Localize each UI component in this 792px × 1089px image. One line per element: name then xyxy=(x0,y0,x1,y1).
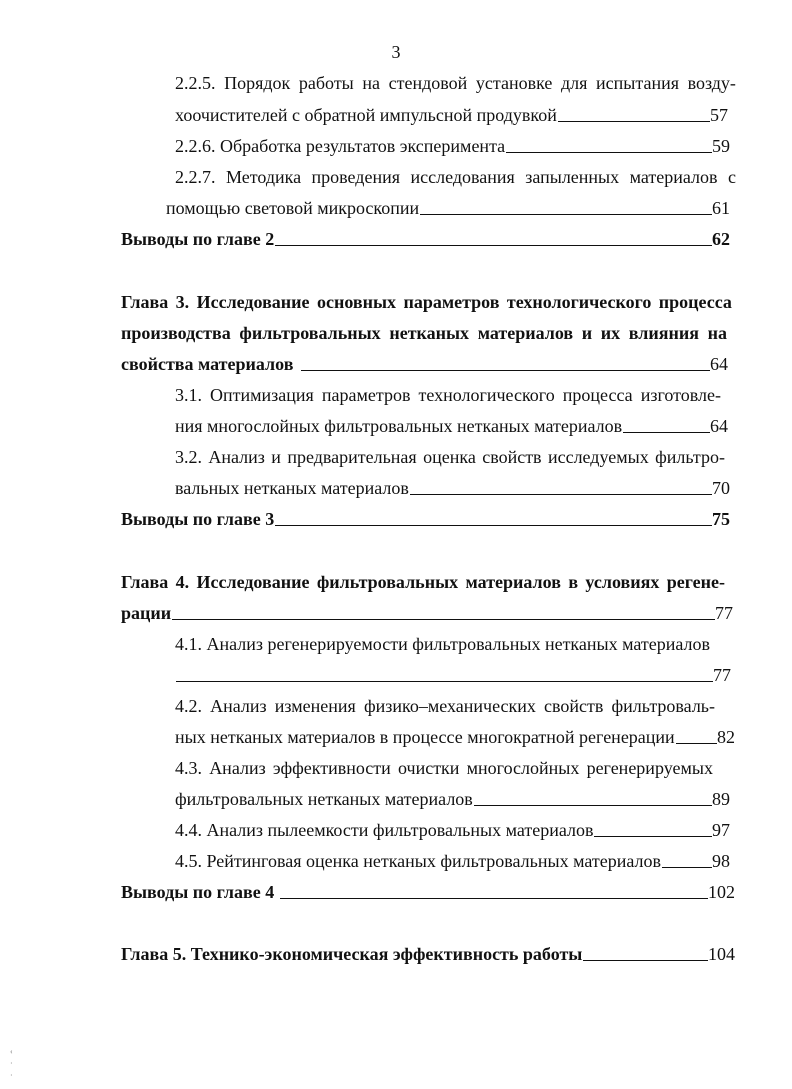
toc-entry-text: рации xyxy=(121,603,172,623)
word: условиях xyxy=(585,572,660,592)
toc-entry-text: Глава 5. Технико-экономическая эффективность работы xyxy=(121,944,583,964)
toc-entry-text: ных нетканых материалов в процессе многократной регенерации xyxy=(175,727,675,747)
toc-conclusions-chapter-4 xyxy=(121,881,735,903)
toc-entry-text: 2.2.6. Обработка результатов эксперимента xyxy=(175,136,506,156)
toc-entry-4-5 xyxy=(175,850,730,872)
word: физико–механических xyxy=(363,696,536,716)
word: процесса xyxy=(562,385,633,405)
word: Глава xyxy=(121,292,169,312)
toc-page-number: 64 xyxy=(710,354,728,374)
word: технологического xyxy=(506,292,652,312)
toc-conclusions-chapter-2 xyxy=(121,228,730,250)
word: параметров xyxy=(321,385,411,405)
toc-entry-text: Выводы по главе 3 xyxy=(121,509,275,529)
margin-marks xyxy=(10,1046,13,1082)
word: испытания xyxy=(596,73,679,93)
word: Анализ xyxy=(210,696,267,716)
toc-entry-2-2-5-line2 xyxy=(175,104,728,126)
word: Методика xyxy=(225,167,302,187)
margin-mark: · xyxy=(10,1071,13,1080)
leader-line xyxy=(583,960,708,961)
leader-line xyxy=(474,805,712,806)
word: фильтроваль- xyxy=(611,696,715,716)
word: Анализ xyxy=(209,758,266,778)
word: 3.2. xyxy=(175,447,202,467)
word: фильтровальных xyxy=(239,323,381,343)
word: в xyxy=(568,572,579,592)
toc-entry-4-2-line1 xyxy=(175,695,715,717)
toc-entry-4-4 xyxy=(175,819,730,841)
toc-chapter-3-line2 xyxy=(121,322,727,344)
toc-chapter-4-line1 xyxy=(121,571,725,593)
toc-entry-4-1-line1: 4.1. Анализ регенерируемости фильтровальных нетканых материалов xyxy=(175,634,711,654)
leader-line xyxy=(623,432,710,433)
toc-entry-text: Выводы по главе 4 xyxy=(121,882,275,902)
toc-page-number: 77 xyxy=(713,665,731,685)
toc-entry-4-3-line1 xyxy=(175,757,713,779)
leader-line xyxy=(410,494,712,495)
toc-page-number: 104 xyxy=(708,944,735,964)
toc-page-number: 57 xyxy=(710,105,728,125)
toc-page-number: 98 xyxy=(712,851,730,871)
toc-entry-2-2-7-line2 xyxy=(166,197,730,219)
toc-chapter-3-line3 xyxy=(121,353,728,375)
toc-page-number: 82 xyxy=(717,727,735,747)
word: работы xyxy=(298,73,354,93)
toc-entry-text: помощью световой микроскопии xyxy=(166,198,420,218)
word: регенерируемых xyxy=(586,758,713,778)
leader-line xyxy=(280,898,708,899)
toc-entry-text: свойства материалов xyxy=(121,354,294,374)
word: материалов xyxy=(465,572,561,592)
leader-line xyxy=(420,214,712,215)
leader-line xyxy=(676,743,717,744)
toc-entry-4-1-line2 xyxy=(175,664,731,686)
word: исследования xyxy=(410,167,515,187)
word: Порядок xyxy=(224,73,291,93)
word: производства xyxy=(121,323,231,343)
toc-page-number: 89 xyxy=(712,789,730,809)
toc-entry-3-1-line2 xyxy=(175,415,728,437)
word: материалов xyxy=(629,167,718,187)
page-number: 3 xyxy=(391,42,401,62)
toc-page-number: 97 xyxy=(712,820,730,840)
word: возду- xyxy=(687,73,736,93)
toc-entry-text: 4.5. Рейтинговая оценка нетканых фильтровальных материалов xyxy=(175,851,662,871)
toc-page-number: 59 xyxy=(712,136,730,156)
word: свойств xyxy=(544,696,604,716)
toc-entry-text: хоочистителей с обратной импульсной продувкой xyxy=(175,105,557,125)
word: 4.3. xyxy=(175,758,202,778)
toc-page-number: 61 xyxy=(712,198,730,218)
word: проведения xyxy=(311,167,401,187)
word: их xyxy=(600,323,621,343)
word: эффективности xyxy=(272,758,391,778)
toc-entry-text: вальных нетканых материалов xyxy=(175,478,409,498)
leader-line xyxy=(176,681,713,682)
word: оценка xyxy=(423,447,476,467)
word: нетканых xyxy=(389,323,470,343)
word: изменения xyxy=(274,696,356,716)
word: очистки xyxy=(397,758,460,778)
word: свойств xyxy=(482,447,542,467)
toc-entry-4-2-line2 xyxy=(175,726,735,748)
word: на xyxy=(362,73,381,93)
toc-chapter-4-line2 xyxy=(121,602,733,624)
leader-line xyxy=(662,867,712,868)
leader-line xyxy=(506,152,712,153)
leader-line xyxy=(558,121,710,122)
toc-chapter-5 xyxy=(121,943,735,965)
toc-entry-3-2-line1 xyxy=(175,446,725,468)
word: Оптимизация xyxy=(210,385,314,405)
toc-entry-text: 4.4. Анализ пылеемкости фильтровальных материалов xyxy=(175,820,594,840)
word: фильтро- xyxy=(655,447,725,467)
word: Исследование xyxy=(196,292,310,312)
word: с xyxy=(727,167,736,187)
toc-entry-text: фильтровальных нетканых материалов xyxy=(175,789,473,809)
word: установке xyxy=(475,73,553,93)
word: стендовой xyxy=(388,73,468,93)
word: материалов xyxy=(477,323,574,343)
word: параметров xyxy=(403,292,500,312)
leader-line xyxy=(275,525,712,526)
word: на xyxy=(707,323,727,343)
word: и xyxy=(271,447,281,467)
toc-page-number: 102 xyxy=(708,882,735,902)
word: регене- xyxy=(666,572,725,592)
toc-chapter-3-line1 xyxy=(121,291,732,313)
leader-line xyxy=(172,619,715,620)
word: многослойных xyxy=(466,758,580,778)
word: 3.1. xyxy=(175,385,202,405)
word: изготовле- xyxy=(640,385,721,405)
toc-entry-text: Выводы по главе 2 xyxy=(121,229,275,249)
toc-entry-3-2-line2 xyxy=(175,477,730,499)
leader-line xyxy=(275,245,712,246)
word: для xyxy=(560,73,588,93)
word: запыленных xyxy=(525,167,620,187)
toc-page-number: 62 xyxy=(712,229,730,249)
margin-mark: · xyxy=(10,1059,13,1068)
word: Исследование xyxy=(196,572,310,592)
word: и xyxy=(581,323,593,343)
word: процесса xyxy=(658,292,732,312)
toc-page-number: 64 xyxy=(710,416,728,436)
word: основных xyxy=(316,292,397,312)
toc-entry-2-2-7-line1 xyxy=(175,166,736,188)
word: 3. xyxy=(175,292,190,312)
word: 4.2. xyxy=(175,696,202,716)
word: исследуемых xyxy=(547,447,649,467)
toc-page-number: 77 xyxy=(715,603,733,623)
toc-entry-text: ния многослойных фильтровальных нетканых материалов xyxy=(175,416,623,436)
word: 2.2.7. xyxy=(175,167,216,187)
leader-line xyxy=(594,836,712,837)
toc-conclusions-chapter-3 xyxy=(121,508,730,530)
toc-entry-3-1-line1 xyxy=(175,384,721,406)
word: фильтровальных xyxy=(316,572,459,592)
toc-entry-4-3-line2 xyxy=(175,788,730,810)
margin-mark: ‹ xyxy=(10,1047,13,1056)
word: Анализ xyxy=(208,447,265,467)
toc-page-number: 70 xyxy=(712,478,730,498)
toc-page-number: 75 xyxy=(712,509,730,529)
word: предварительная xyxy=(287,447,417,467)
word: Глава xyxy=(121,572,169,592)
toc-entry-2-2-6 xyxy=(175,135,730,157)
word: технологического xyxy=(418,385,555,405)
word: 4. xyxy=(175,572,190,592)
leader-line xyxy=(301,370,710,371)
word: влияния xyxy=(628,323,699,343)
word: 2.2.5. xyxy=(175,73,216,93)
toc-entry-2-2-5-line1 xyxy=(175,72,736,94)
